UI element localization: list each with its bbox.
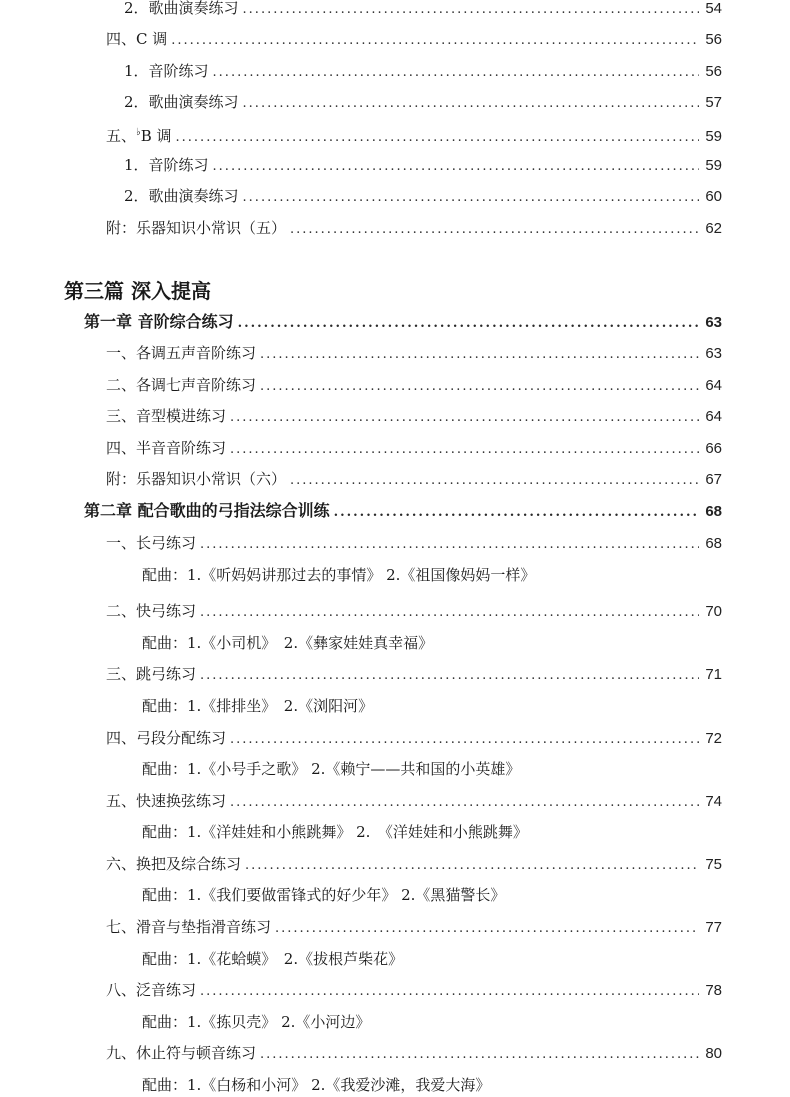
toc-entry (106, 727, 722, 749)
part-title: 第三篇 深入提高 (64, 279, 211, 303)
toc-entry-label: 七、滑音与垫指滑音练习 (106, 918, 272, 936)
accompanying-songs: 配曲：1.《花蛤蟆》 2.《拔根芦柴花》 (142, 950, 404, 968)
toc-entry-label: 二、快弓练习 (106, 602, 197, 620)
toc-entry-label: 一、长弓练习 (106, 534, 197, 552)
toc-entry (106, 342, 722, 364)
toc-entry-label: 2．歌曲演奏练习 (124, 93, 239, 111)
toc-entry (106, 979, 722, 1001)
toc-entry (106, 217, 722, 239)
toc-entry-label: 五、快速换弦练习 (106, 792, 227, 810)
toc-page-number: 63 (705, 345, 722, 362)
dot-leader (243, 93, 700, 115)
toc-entry-label: 附：乐器知识小常识（六） (106, 470, 287, 488)
chapter-entry (84, 500, 722, 522)
toc-page-number: 66 (705, 440, 722, 457)
toc-entry (106, 437, 722, 459)
dot-leader (230, 439, 699, 461)
toc-entry-label: 一、各调五声音阶练习 (106, 344, 257, 362)
dot-leader (200, 534, 699, 556)
accompanying-songs: 配曲：1.《小号手之歌》 2.《赖宁——共和国的小英雄》 (142, 760, 521, 778)
toc-entry-label: 四、半音音阶练习 (106, 439, 227, 457)
dot-leader (230, 407, 699, 429)
toc-page-number: 74 (705, 793, 722, 810)
toc-entry (106, 853, 722, 875)
toc-entry (106, 374, 722, 396)
toc-page-number: 77 (705, 919, 722, 936)
toc-page-number: 59 (705, 157, 722, 174)
dot-leader (290, 219, 699, 241)
toc-page-number: 68 (705, 535, 722, 552)
toc-entry (106, 468, 722, 490)
accompanying-songs: 配曲：1.《拣贝壳》 2.《小河边》 (142, 1013, 371, 1031)
toc-entry (106, 1042, 722, 1064)
dot-leader (238, 313, 700, 335)
dot-leader (200, 602, 699, 624)
toc-entry (106, 28, 722, 50)
dot-leader (213, 62, 700, 84)
dot-leader (243, 0, 700, 21)
toc-entry-label: 2．歌曲演奏练习 (124, 0, 239, 17)
accompanying-songs: 配曲：1.《小司机》 2.《彝家娃娃真幸福》 (142, 634, 434, 652)
toc-entry-label: 六、换把及综合练习 (106, 855, 242, 873)
accompanying-songs: 配曲：1.《排排坐》 2.《浏阳河》 (142, 697, 374, 715)
label-main: B 调 (140, 127, 172, 145)
chapter-label: 第一章 音阶综合练习 (84, 312, 234, 331)
toc-entry (106, 663, 722, 685)
toc-entry (106, 122, 722, 144)
toc-entry-label: 八、泛音练习 (106, 981, 197, 999)
toc-entry-label: 1．音阶练习 (124, 156, 209, 174)
toc-page-number: 75 (705, 856, 722, 873)
dot-leader (230, 792, 699, 814)
toc-entry (106, 790, 722, 812)
toc-entry (124, 0, 722, 19)
dot-leader (260, 376, 699, 398)
toc-page-number: 60 (705, 188, 722, 205)
toc-page-number: 64 (705, 408, 722, 425)
toc-page-number: 80 (705, 1045, 722, 1062)
toc-entry (124, 91, 722, 113)
accompanying-songs: 配曲：1.《白杨和小河》 2.《我爱沙滩，我爱大海》 (142, 1076, 491, 1094)
dot-leader (213, 156, 700, 178)
toc-page-number: 62 (705, 220, 722, 237)
dot-leader (243, 187, 700, 209)
toc-entry (124, 60, 722, 82)
toc-entry (106, 916, 722, 938)
flat-sign: ♭ (136, 127, 141, 138)
accompanying-songs: 配曲：1.《听妈妈讲那过去的事情》 2.《祖国像妈妈一样》 (142, 566, 536, 584)
toc-entry-label: 三、音型模进练习 (106, 407, 227, 425)
accompanying-songs: 配曲：1.《我们要做雷锋式的好少年》 2.《黑猫警长》 (142, 886, 506, 904)
toc-page-number: 59 (705, 128, 722, 145)
toc-entry-label: 三、跳弓练习 (106, 665, 197, 683)
toc-entry (124, 185, 722, 207)
toc-entry-label: 附：乐器知识小常识（五） (106, 219, 287, 237)
toc-page-number: 72 (705, 730, 722, 747)
accompanying-songs: 配曲：1.《洋娃娃和小熊跳舞》 2. 《洋娃娃和小熊跳舞》 (142, 823, 528, 841)
toc-page-number: 56 (705, 31, 722, 48)
toc-entry-label: 四、C 调 (106, 30, 168, 48)
dot-leader (171, 30, 699, 52)
toc-entry (124, 154, 722, 176)
toc-page-number: 54 (705, 0, 722, 17)
chapter-label: 第二章 配合歌曲的弓指法综合训练 (84, 501, 330, 520)
toc-page-number: 78 (705, 982, 722, 999)
toc-entry (106, 600, 722, 622)
toc-entry (106, 532, 722, 554)
label-prefix: 五、 (106, 127, 137, 145)
dot-leader (260, 1044, 699, 1066)
toc-entry (106, 405, 722, 427)
toc-page-number: 63 (705, 314, 722, 331)
toc-page-number: 57 (705, 94, 722, 111)
chapter-entry (84, 311, 722, 333)
dot-leader (245, 855, 699, 877)
dot-leader (275, 918, 699, 940)
toc-page-number: 56 (705, 63, 722, 80)
toc-entry-label: 四、弓段分配练习 (106, 729, 227, 747)
dot-leader (230, 729, 699, 751)
toc-page-number: 67 (705, 471, 722, 488)
dot-leader (200, 665, 699, 687)
toc-entry-label: 2．歌曲演奏练习 (124, 187, 239, 205)
toc-entry-label (106, 122, 172, 147)
dot-leader (290, 470, 699, 492)
dot-leader (334, 502, 700, 524)
toc-page-number: 70 (705, 603, 722, 620)
toc-entry-label: 二、各调七声音阶练习 (106, 376, 257, 394)
toc-entry-label: 九、休止符与顿音练习 (106, 1044, 257, 1062)
dot-leader (200, 981, 699, 1003)
toc-page-number: 71 (705, 666, 722, 683)
toc-entry-label: 1．音阶练习 (124, 62, 209, 80)
toc-page-number: 68 (705, 503, 722, 520)
dot-leader (176, 127, 700, 149)
dot-leader (260, 344, 699, 366)
toc-page-number: 64 (705, 377, 722, 394)
